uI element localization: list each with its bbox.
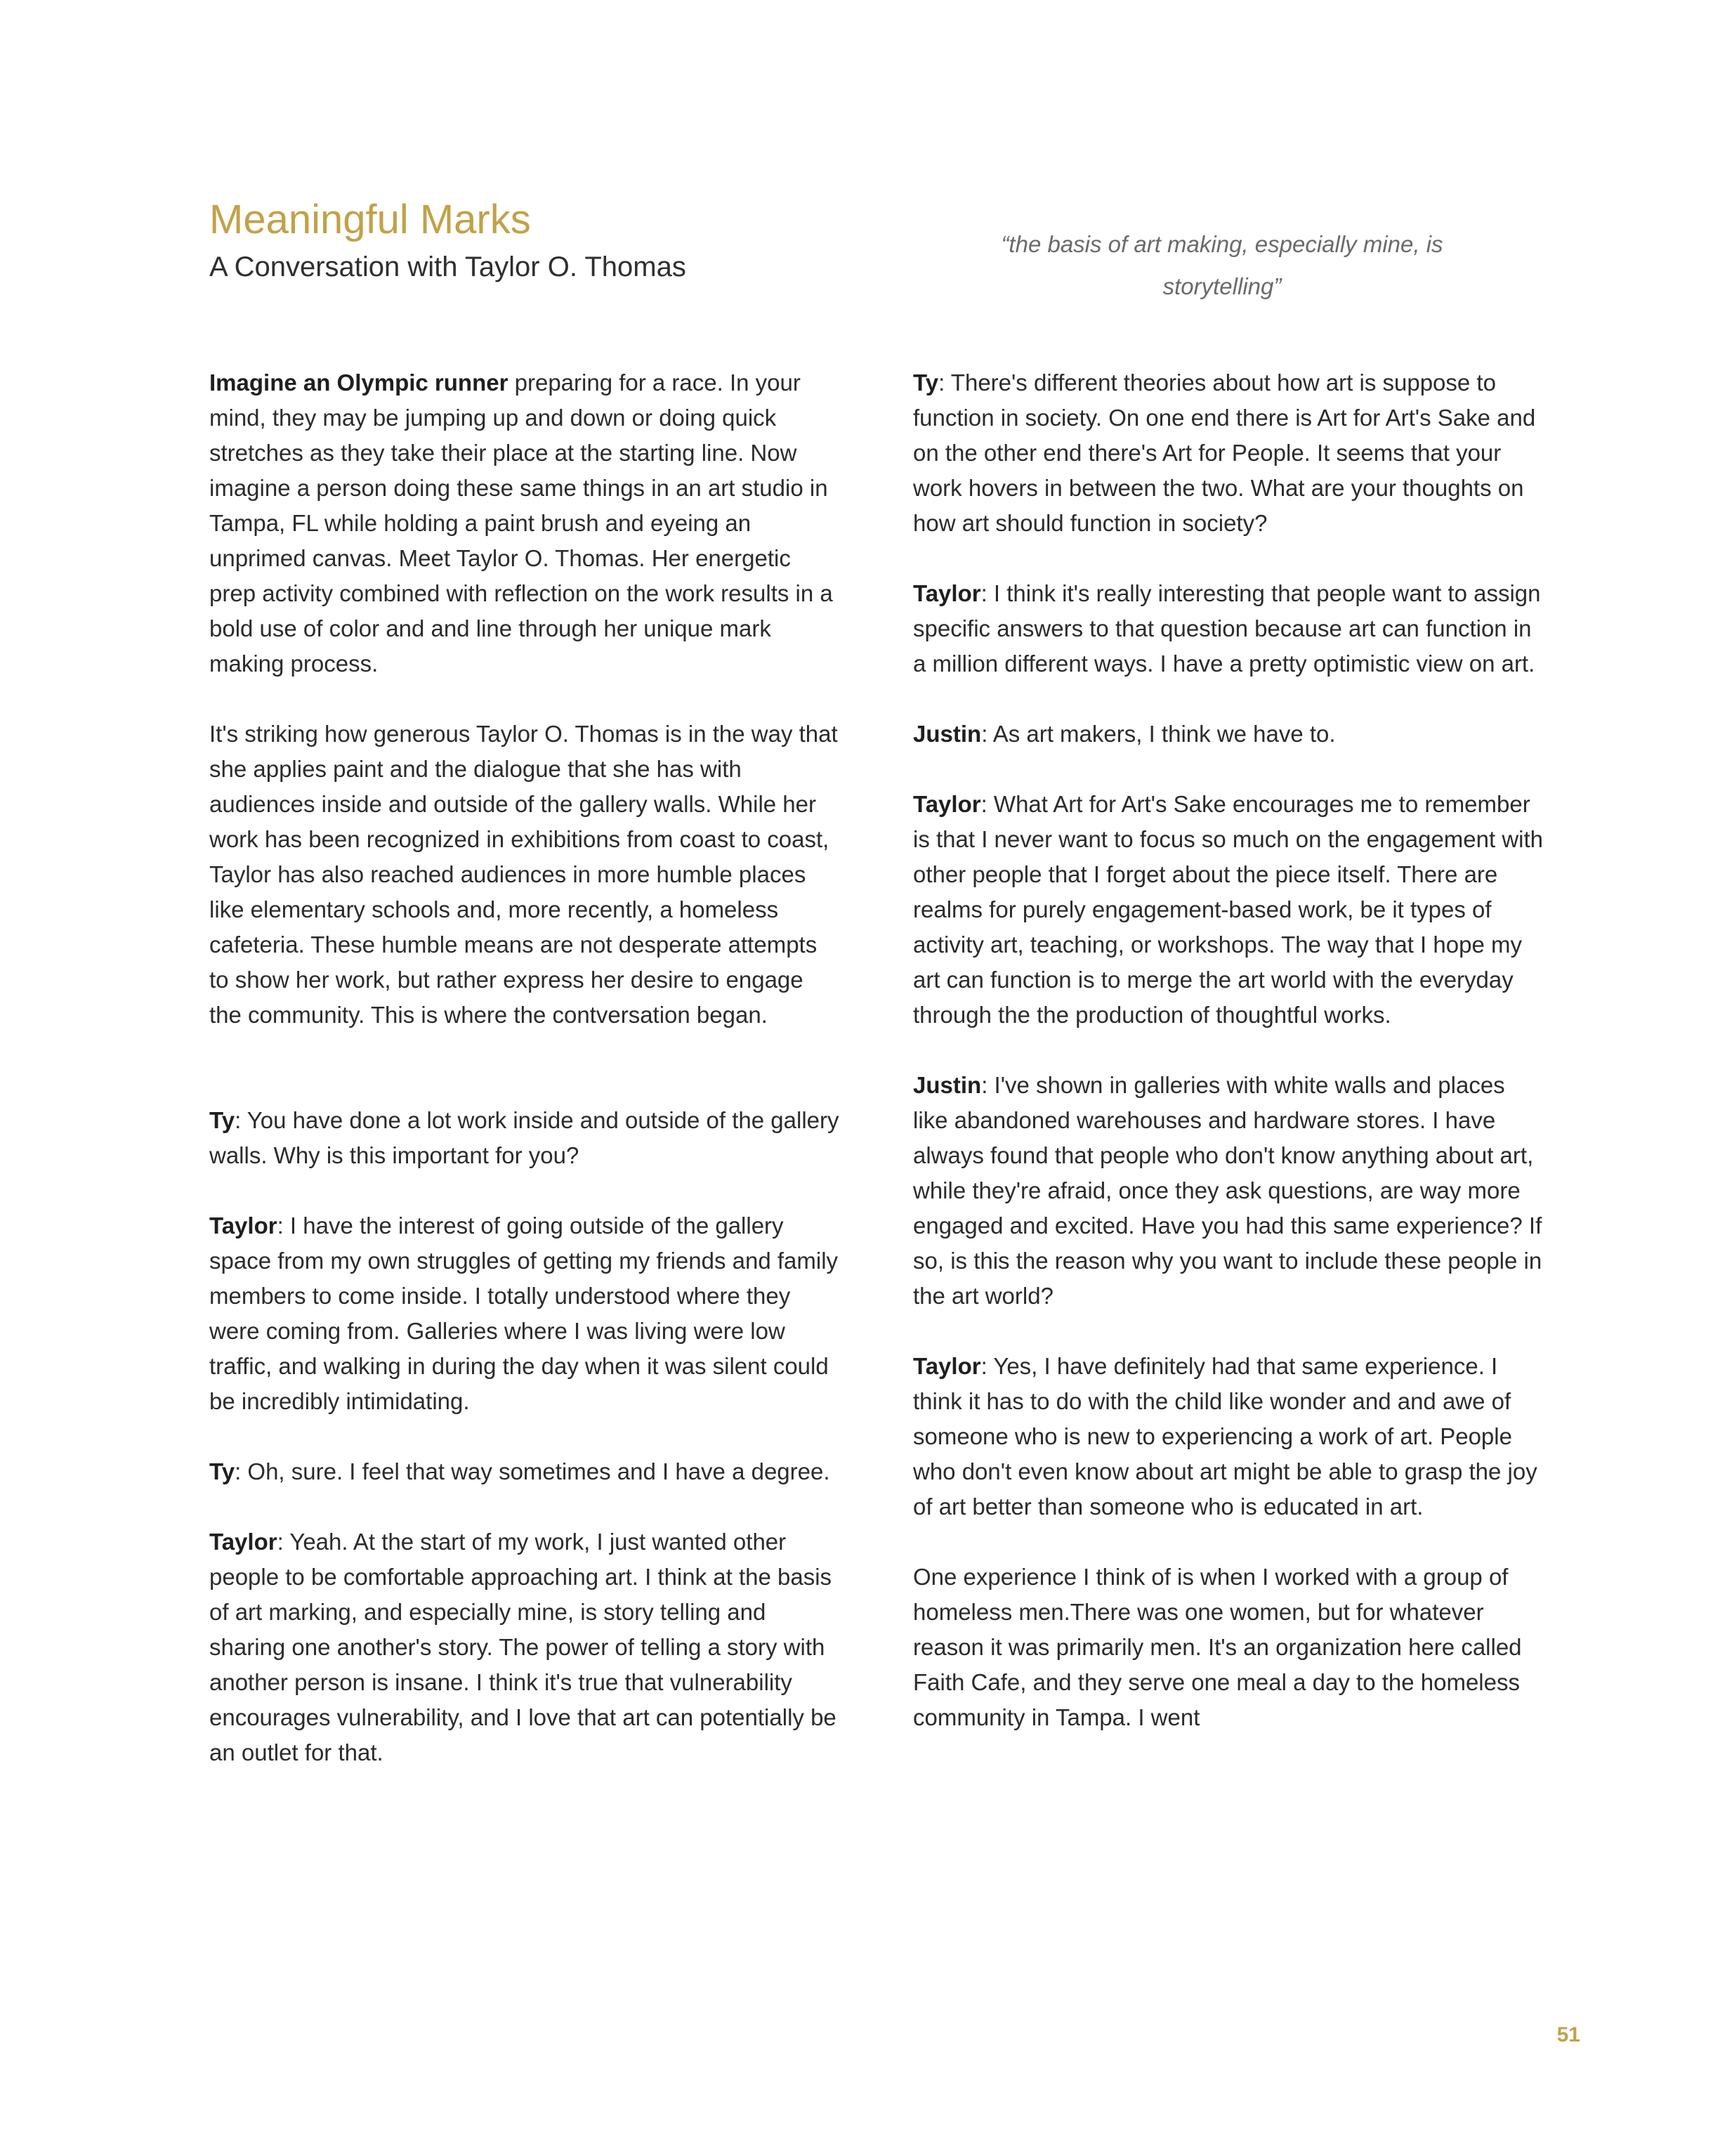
paragraph-lead: Imagine an Olympic runner <box>209 370 508 396</box>
article-subtitle: A Conversation with Taylor O. Thomas <box>209 251 686 282</box>
speaker-name: Taylor <box>913 791 981 817</box>
article-title: Meaningful Marks <box>209 197 531 242</box>
dialogue-text: : I have the interest of going outside of the gallery space from my own struggles of getting my friends and family members to come inside. I totally understood where they were coming from. Galleries where I was living were low traffic, and walking in during the day when it was silent could be incredibly intimidating. <box>209 1213 839 1414</box>
page-number: 51 <box>1556 2023 1580 2046</box>
dialogue-text: : As art makers, I think we have to. <box>981 721 1336 747</box>
dialogue-text: : I've shown in galleries with white walls and places like abandoned warehouses and hardware stores. I have always found that people who don't know anything about art, while they're afraid, once they ask questions, are way more engaged and excited. Have you had this same experience? If so, is this the reason why you want to include these people in the art world? <box>913 1072 1542 1309</box>
speaker-name: Taylor <box>913 1353 981 1379</box>
dialogue-text: : There's different theories about how art is suppose to function in society. On one end there is Art for Art's Sake and on the other end there's Art for People. It seems that your work hovers in between the two. What are your thoughts on how art should function in society? <box>913 370 1536 536</box>
pull-quote: “the basis of art making, especially mine, is storytelling” <box>1001 231 1443 299</box>
right-column <box>913 365 1545 1770</box>
speaker-name: Ty <box>913 370 939 396</box>
dialogue-paragraph <box>913 717 1545 752</box>
speaker-name: Ty <box>209 1107 235 1133</box>
dialogue-paragraph <box>913 1560 1545 1735</box>
dialogue-paragraph <box>209 1454 841 1489</box>
dialogue-text: : You have done a lot work inside and outside of the gallery walls. Why is this important for you? <box>209 1107 839 1168</box>
dialogue-paragraph <box>913 365 1545 541</box>
speaker-name: Ty <box>209 1458 235 1484</box>
speaker-name: Taylor <box>209 1213 277 1239</box>
dialogue-paragraph <box>913 1349 1545 1524</box>
dialogue-paragraph <box>913 1068 1545 1314</box>
dialogue-text: : I think it's really interesting that people want to assign specific answers to that question because art can function in a million different ways. I have a pretty optimistic view on art. <box>913 580 1541 677</box>
dialogue-text: One experience I think of is when I worked with a group of homeless men.There was one women, but for whatever reason it was primarily men. It's an organization here called Faith Cafe, and they serve one meal a day to the homeless community in Tampa. I went <box>913 1564 1522 1730</box>
left-column <box>209 365 841 1805</box>
dialogue-text: : Yes, I have definitely had that same experience. I think it has to do with the child like wonder and and awe of someone who is new to experiencing a work of art. People who don't even know about art might be able to grasp the joy of art better than someone who is educated in art. <box>913 1353 1537 1520</box>
dialogue-text: : Yeah. At the start of my work, I just wanted other people to be comfortable approaching art. I think at the basis of art marking, and especially mine, is story telling and sharing one another's story. The power of telling a story with another person is insane. I think it's true that vulnerability encourages vulnerability, and I love that art can potentially be an outlet for that. <box>209 1529 836 1765</box>
dialogue-paragraph <box>913 787 1545 1033</box>
paragraph-text: preparing for a race. In your mind, they may be jumping up and down or doing quick stretches as they take their place at the starting line. Now imagine a person doing these same things in an art studio in Tampa, FL while holding a paint brush and eyeing an unprimed canvas. Meet Taylor O. Thomas. Her energetic prep activity combined with reflection on the work results in a bold use of color and and line through her unique mark making process. <box>209 370 833 677</box>
intro-paragraph <box>209 365 841 681</box>
paragraph-text: It's striking how generous Taylor O. Thomas is in the way that she applies paint and the dialogue that she has with audiences inside and outside of the gallery walls. While her work has been recognized in exhibitions from coast to coast, Taylor has also reached audiences in more humble places like elementary schools and, more recently, a homeless cafeteria. These humble means are not desperate attempts to show her work, but rather express her desire to engage the community. This is where the contversation began. <box>209 721 838 1028</box>
speaker-name: Justin <box>913 721 982 747</box>
speaker-name: Taylor <box>209 1529 277 1555</box>
dialogue-text: : What Art for Art's Sake encourages me to remember is that I never want to focus so much on the engagement with other people that I forget about the piece itself. There are realms for purely engagement-based work, be it types of activity art, teaching, or workshops. The way that I hope my art can function is to merge the art world with the everyday through the the production of thoughtful works. <box>913 791 1544 1028</box>
speaker-name: Justin <box>913 1072 982 1098</box>
dialogue-paragraph <box>209 1524 841 1770</box>
dialogue-paragraph <box>913 576 1545 681</box>
dialogue-text: : Oh, sure. I feel that way sometimes and I have a degree. <box>235 1458 830 1484</box>
dialogue-paragraph <box>209 1103 841 1173</box>
context-paragraph <box>209 717 841 1033</box>
dialogue-paragraph <box>209 1208 841 1419</box>
speaker-name: Taylor <box>913 580 981 606</box>
